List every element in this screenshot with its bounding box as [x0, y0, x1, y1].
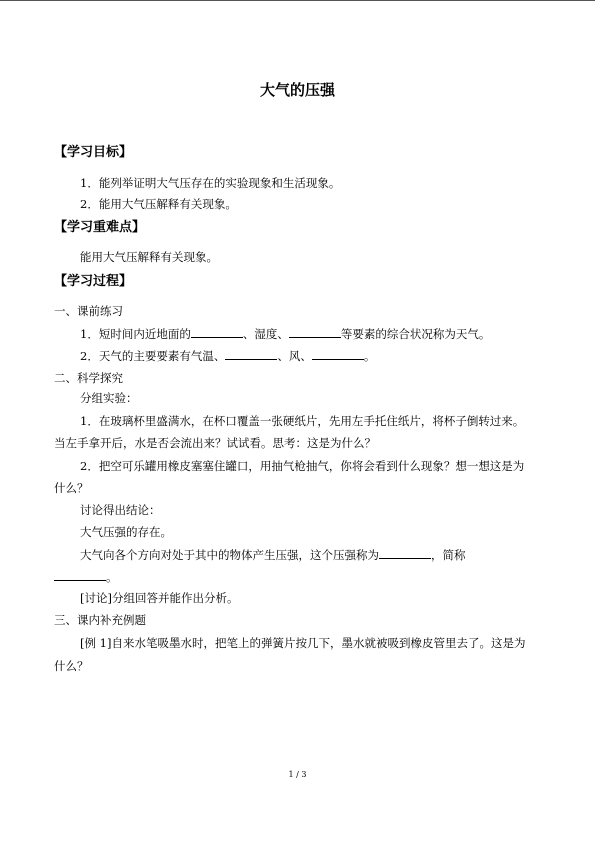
- answer-blank: [225, 347, 277, 360]
- example-1-line-2: 什么？: [54, 659, 89, 673]
- goal-item-2: 2．能用大气压解释有关现象。: [80, 197, 237, 211]
- definition-text-a: 大气向各个方向对处于其中的物体产生压强，这个压强称为: [80, 548, 379, 562]
- question-2-text-c: 。: [363, 349, 376, 363]
- experiment-1-line-1: 1．在玻璃杯里盛满水，在杯口覆盖一张硬纸片，先用左手托住纸片，将杯子倒转过来。: [80, 414, 525, 428]
- pressure-definition-line-1: [80, 546, 466, 563]
- answer-blank: [191, 325, 243, 338]
- answer-blank: [54, 568, 106, 581]
- definition-text-b: ，简称: [431, 548, 466, 562]
- question-1-text-c: 等要素的综合状况称为天气。: [340, 327, 491, 341]
- question-1-text-a: 1．短时间内近地面的: [80, 327, 191, 341]
- exercise-question-1: [80, 325, 490, 342]
- page-number: 1 / 3: [288, 770, 307, 779]
- question-1-text-b: 、湿度、: [242, 327, 289, 341]
- question-2-text-b: 、风、: [277, 349, 312, 363]
- heading-key-points: 【学习重难点】: [54, 220, 146, 235]
- group-experiment-label: 分组实验：: [80, 391, 138, 405]
- discussion-prompt: [讨论]分组回答并能作出分析。: [80, 591, 239, 605]
- definition-text-c: 。: [106, 570, 118, 584]
- section-3-heading: 三、课内补充例题: [54, 613, 146, 627]
- experiment-2-line-1: 2．把空可乐罐用橡皮塞塞住罐口，用抽气枪抽气，你将会看到什么现象？想一想这是为: [80, 459, 525, 473]
- answer-blank: [289, 325, 341, 338]
- experiment-1-line-2: 当左手拿开后，水是否会流出来？试试看。思考：这是为什么？: [54, 436, 376, 450]
- exercise-question-2: [80, 347, 375, 364]
- section-2-heading: 二、科学探究: [54, 371, 123, 385]
- pressure-definition-line-2: [54, 568, 118, 585]
- section-1-heading: 一、课前练习: [54, 304, 123, 318]
- answer-blank: [379, 546, 431, 559]
- pressure-existence-text: 大气压强的存在。: [80, 525, 172, 539]
- document-title: 大气的压强: [259, 81, 335, 99]
- key-points-text: 能用大气压解释有关现象。: [80, 250, 218, 264]
- heading-learning-goals: 【学习目标】: [54, 145, 133, 160]
- answer-blank: [312, 347, 364, 360]
- discussion-conclusion-label: 讨论得出结论：: [80, 503, 161, 517]
- question-2-text-a: 2．天气的主要要素有气温、: [80, 349, 226, 363]
- experiment-2-line-2: 什么？: [54, 481, 89, 495]
- page-top-rule: [0, 0, 595, 1]
- goal-item-1: 1．能列举证明大气压存在的实验现象和生活现象。: [80, 176, 341, 190]
- example-1-line-1: [例 1]自来水笔吸墨水时，把笔上的弹簧片按几下，墨水就被吸到橡皮管里去了。这是为: [80, 636, 526, 650]
- heading-learning-process: 【学习过程】: [54, 274, 133, 289]
